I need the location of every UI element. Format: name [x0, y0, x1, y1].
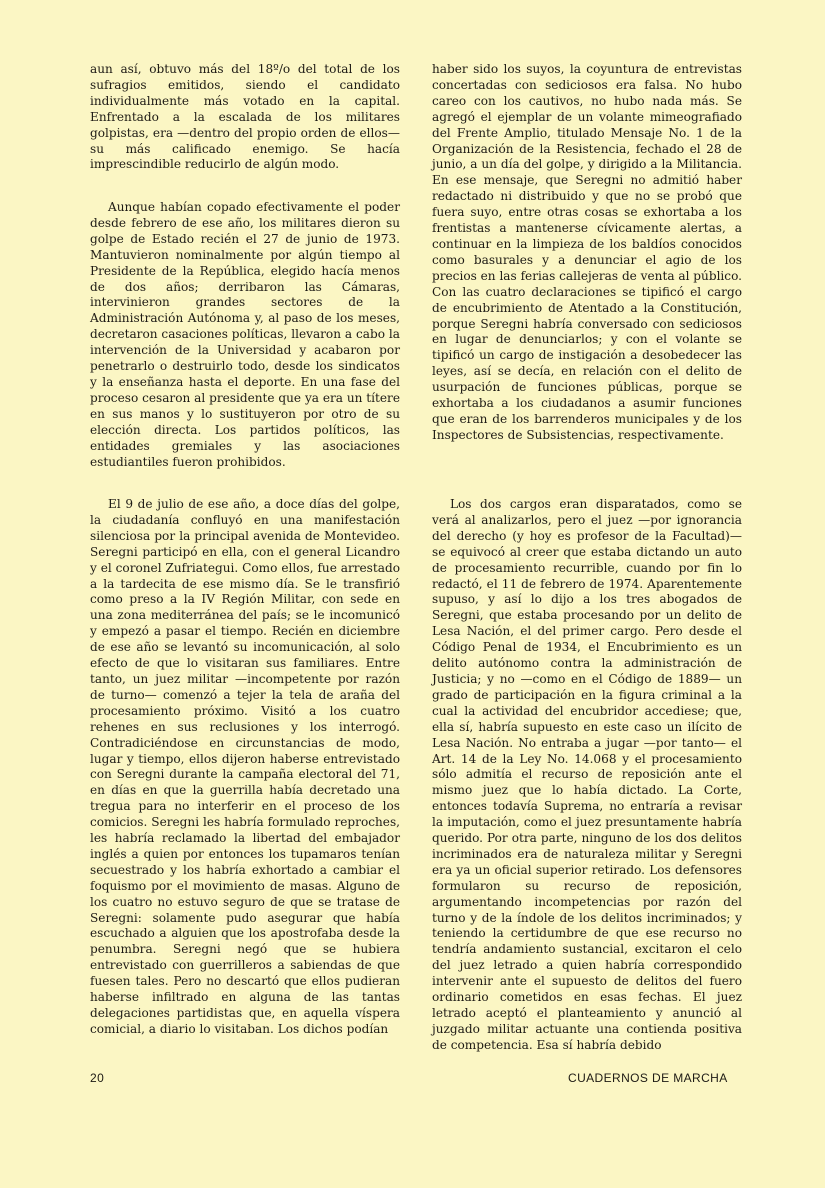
publication-name: CUADERNOS DE MARCHA — [568, 1071, 728, 1085]
paragraph: aun así, obtuvo más del 18º/o del total de los sufragios emitidos, siendo el candidato individualmente más votado en la capital. Enfrentado a la escalada de los militares golpistas, era —dentro del propio orden de ellos— su más calificado enemigo. Se hacía imprescindible reducirlo de algún modo. — [90, 62, 400, 172]
paragraph: haber sido los suyos, la coyuntura de entrevistas concertadas con sediciosos era falsa. No hubo careo con los cautivos, no hubo nada más. Se agregó el ejemplar de un volante mimeografiado del Frente Amplio, titulado Mensaje No. 1 de la Organización de la Resistencia, fechado el 28 de junio, a un día del golpe, y dirigido a la Militancia. En ese mensaje, que Seregni no admitió haber redactado ni distribuido y que no se probó que fuera suyo, entre otras cosas se exhortaba a los frentistas a mantenerse cívicamente alertas, a continuar en la limpieza de los baldíos conocidos como basurales y a denunciar el agio de los precios en las ferias callejeras de venta al público. Con las cuatro declaraciones se tipificó el cargo de encubrimiento de Atentado a la Constitución, porque Seregni habría conversado con sediciosos en lugar de denunciarlos; y con el volante se tipificó un cargo de instigación a desobedecer las leyes, así se decía, en relación con el delito de usurpación de funciones públicas, porque se exhortaba a los ciudadanos a asumir funciones que eran de los barrenderos municipales y de los Inspectores de Subsistencias, respectivamente. — [432, 62, 742, 442]
page-number: 20 — [90, 1071, 105, 1085]
paragraph: Los dos cargos eran disparatados, como se verá al analizarlos, pero el juez —por ignorancia del derecho (y hoy es profesor de la Facultad)— se equivocó al creer que estaba dictando un auto de procesamiento recurrible, cuando por fin lo redactó, el 11 de febrero de 1974. Aparentemente supuso, y así lo dijo a los tres abogados de Seregni, que estaba procesando por un delito de Lesa Nación, el del primer cargo. Pero desde el Código Penal de 1934, el Encubrimiento es un delito autónomo contra la administración de Justicia; y no —como en el Código de 1889— un grado de participación en la figura criminal a la cual la actividad del encubridor accediese; que, ella sí, habría supuesto en este caso un ilícito de Lesa Nación. No entraba a jugar —por tanto— el Art. 14 de la Ley No. 14.068 y el procesamiento sólo admitía el recurso de reposición ante el mismo juez que lo había dictado. La Corte, entonces todavía Suprema, no entraría a revisar la imputación, como el juez presuntamente habría querido. Por otra parte, ninguno de los dos delitos incriminados era de naturaleza militar y Seregni era ya un oficial superior retirado. Los defensores formularon su recurso de reposición, argumentando incompetencias por razón del turno y de la índole de los delitos incriminados; y teniendo la certidumbre de que ese recurso no tendría andamiento sustancial, excitaron el celo del juez letrado a quien habría correspondido intervenir ante el supuesto de delitos del fuero ordinario cometidos en esas fechas. El juez letrado aceptó el planteamiento y anunció al juzgado militar actuante una contienda positiva de competencia. Esa sí habría debido — [432, 497, 742, 1052]
paragraph: El 9 de julio de ese año, a doce días del golpe, la ciudadanía confluyó en una manifestación silenciosa por la principal avenida de Montevideo. Seregni participó en ella, con el general Licandro y el coronel Zufriategui. Como ellos, fue arrestado a la tardecita de ese mismo día. Se le transfirió como preso a la IV Región Militar, con sede en una zona mediterránea del país; se le incomunicó y empezó a pasar el tiempo. Recién en diciembre de ese año se levantó su incomunicación, al solo efecto de que lo visitaran sus familiares. Entre tanto, un juez militar —incompetente por razón de turno— comenzó a tejer la tela de araña del procesamiento próximo. Visitó a los cuatro rehenes en sus reclusiones y los interrogó. Contradiciéndose en circunstancias de modo, lugar y tiempo, ellos dijeron haberse entrevistado con Seregni durante la campaña electoral del 71, en días en que la guerrilla había decretado una tregua para no interferir en el proceso de los comicios. Seregni les habría formulado reproches, les habría reclamado la libertad del embajador inglés a quien por entonces los tupamaros tenían secuestrado y los habría exhortado a cambiar el foquismo por el movimiento de masas. Alguno de los cuatro no estuvo seguro de que se tratase de Seregni: solamente pudo asegurar que había escuchado a alguien que los apostrofaba desde la penumbra. Seregni negó que se hubiera entrevistado con guerrilleros a sabiendas de que fuesen tales. Pero no descartó que ellos pudieran haberse infiltrado en alguna de las tantas delegaciones partidistas que, en aquella víspera comicial, a diario lo visitaban. Los dichos podían — [90, 497, 400, 1036]
paragraph: Aunque habían copado efectivamente el poder desde febrero de ese año, los militares dieron su golpe de Estado recién el 27 de junio de 1973. Mantuvieron nominalmente por algún tiempo al Presidente de la República, elegido hacía menos de dos años; derribaron las Cámaras, intervinieron grandes sectores de la Administración Autónoma y, al paso de los meses, decretaron casaciones políticas, llevaron a cabo la intervención de la Universidad y acabaron por penetrarlo o destruirlo todo, desde los sindicatos y la enseñanza hasta el deporte. En una fase del proceso cesaron al presidente que ya era un títere en sus manos y lo sustituyeron por otro de su elección directa. Los partidos políticos, las entidades gremiales y las asociaciones estudiantiles fueron prohibidos. — [90, 200, 400, 469]
